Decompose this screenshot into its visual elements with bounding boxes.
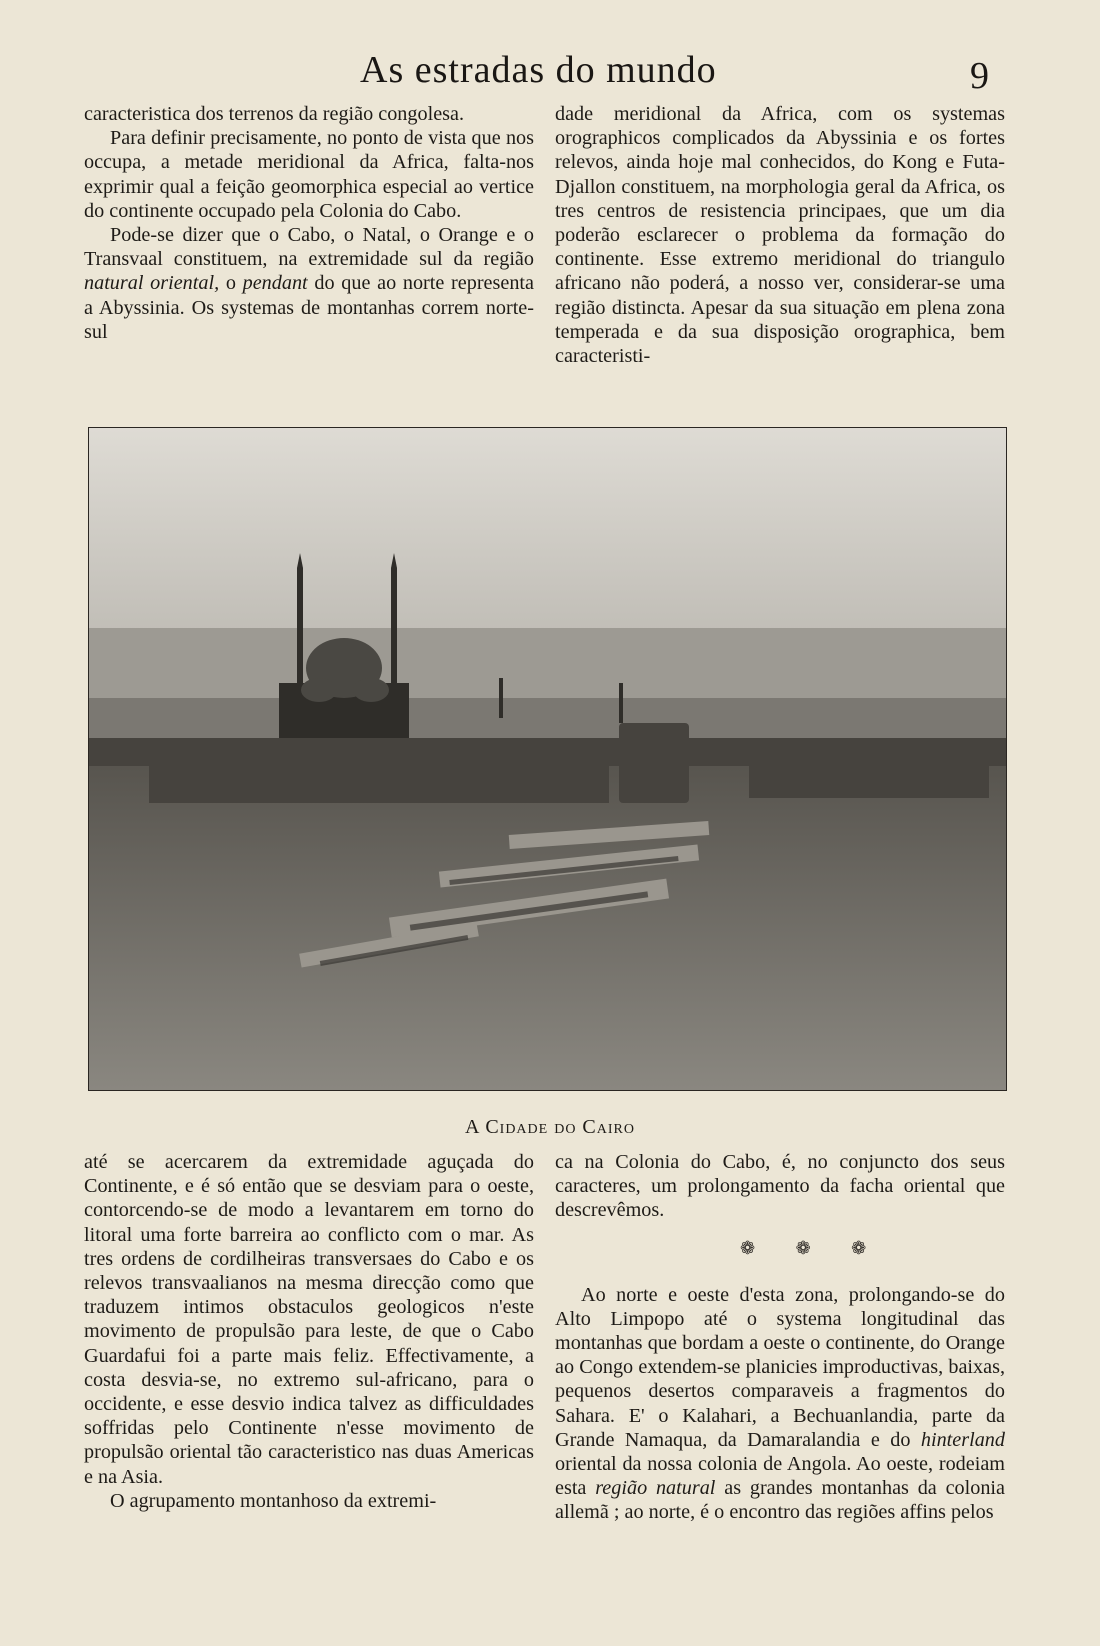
paragraph: ca na Colonia do Cabo, é, no conjuncto dos seus caracteres, um prolongamento da facha oriental que descrevêmos. xyxy=(555,1151,1005,1222)
paragraph xyxy=(84,223,534,344)
column-top-left xyxy=(84,102,534,344)
text-run: do que ao norte representa a Abyssinia. Os systemas de montanhas correm norte-sul xyxy=(84,272,534,343)
italic-term: região natural xyxy=(595,1477,716,1500)
text-run: as grandes montanhas da colonia allemã ; ao norte, é o encontro das regiões affins pelos xyxy=(555,1477,1005,1524)
paragraph: Para definir precisamente, no ponto de vista que nos occupa, a metade meridional da Africa, falta-nos exprimir qual a feição geomorphica especial ao vertice do continente occupado pela Colonia do Cabo. xyxy=(84,127,534,222)
text-run: Pode-se dizer que o Cabo, o Natal, o Orange e o Transvaal constituem, na extremidade sul da região xyxy=(84,224,534,271)
cairo-photograph xyxy=(88,427,1007,1091)
text-run: o xyxy=(219,272,243,295)
running-header-title: As estradas do mundo xyxy=(360,49,717,91)
cairo-photo-illustration xyxy=(89,428,1006,1090)
italic-term: pendant xyxy=(242,272,308,295)
photo-caption: A Cidade do Cairo xyxy=(464,1116,635,1138)
paragraph: O agrupamento montanhoso da extremi- xyxy=(110,1489,437,1512)
page-number: 9 xyxy=(970,55,989,97)
column-top-right xyxy=(555,102,1005,368)
column-bottom-right xyxy=(555,1150,1005,1525)
section-ornament: ❁ ❁ ❁ xyxy=(740,1238,885,1258)
paragraph: caracteristica dos terrenos da região congolesa. xyxy=(84,103,465,125)
paragraph xyxy=(555,1283,1005,1525)
paragraph: até se acercarem da extremidade aguçada do Continente, e é só então que se desviam para o oeste, contorcendo-se de modo a levantarem em torno do litoral uma forte barreira ao conflicto com o mar. As tres ordens de cordilheiras transversaes do Cabo e os relevos transvaalianos na mesma direcção como que traduzem intimos obstaculos geologicos n'este movimento de propulsão para leste, de que o Cabo Guardafui foi a parte mais feliz. Effectivamente, a costa desvia-se, no extremo sul-africano, para o occidente, e esse desvio indica talvez as difficuldades soffridas pelo Continente n'esse movimento de propulsão oriental tão caracteristico nas duas Americas e na Asia. xyxy=(84,1151,534,1488)
text-run: oriental da nossa colonia de Angola. Ao oeste, rodeiam esta xyxy=(555,1453,1005,1500)
italic-term: natural oriental, xyxy=(84,272,220,295)
paragraph: dade meridional da Africa, com os systemas orographicos complicados da Abyssinia e os fortes relevos, ainda hoje mal conhecidos, do Kong e Futa-Djallon constituem, na morphologia geral da Africa, os tres centros de resistencia principaes, que um dia poderão esclarecer o problema da formação do continente. Esse extremo meridional do triangulo africano não poderá, a nosso ver, considerar-se uma região distincta. Apesar da sua situação em plena zona temperada e da sua disposição orographica, bem caracteristi- xyxy=(555,103,1005,368)
text-run: Ao norte e oeste d'esta zona, prolongando-se do Alto Limpopo até o systema longitudinal das montanhas que bordam a oeste o continente, do Orange ao Congo extendem-se planicies improductivas, baixas, pequenos desertos comparaveis a fragmentos do Sahara. E' o Kalahari, a Bechuanlandia, parte da Grande Namaqua, da Damaralandia e do xyxy=(555,1283,1005,1451)
column-bottom-left xyxy=(84,1150,534,1513)
italic-term: hinterland xyxy=(920,1428,1005,1451)
